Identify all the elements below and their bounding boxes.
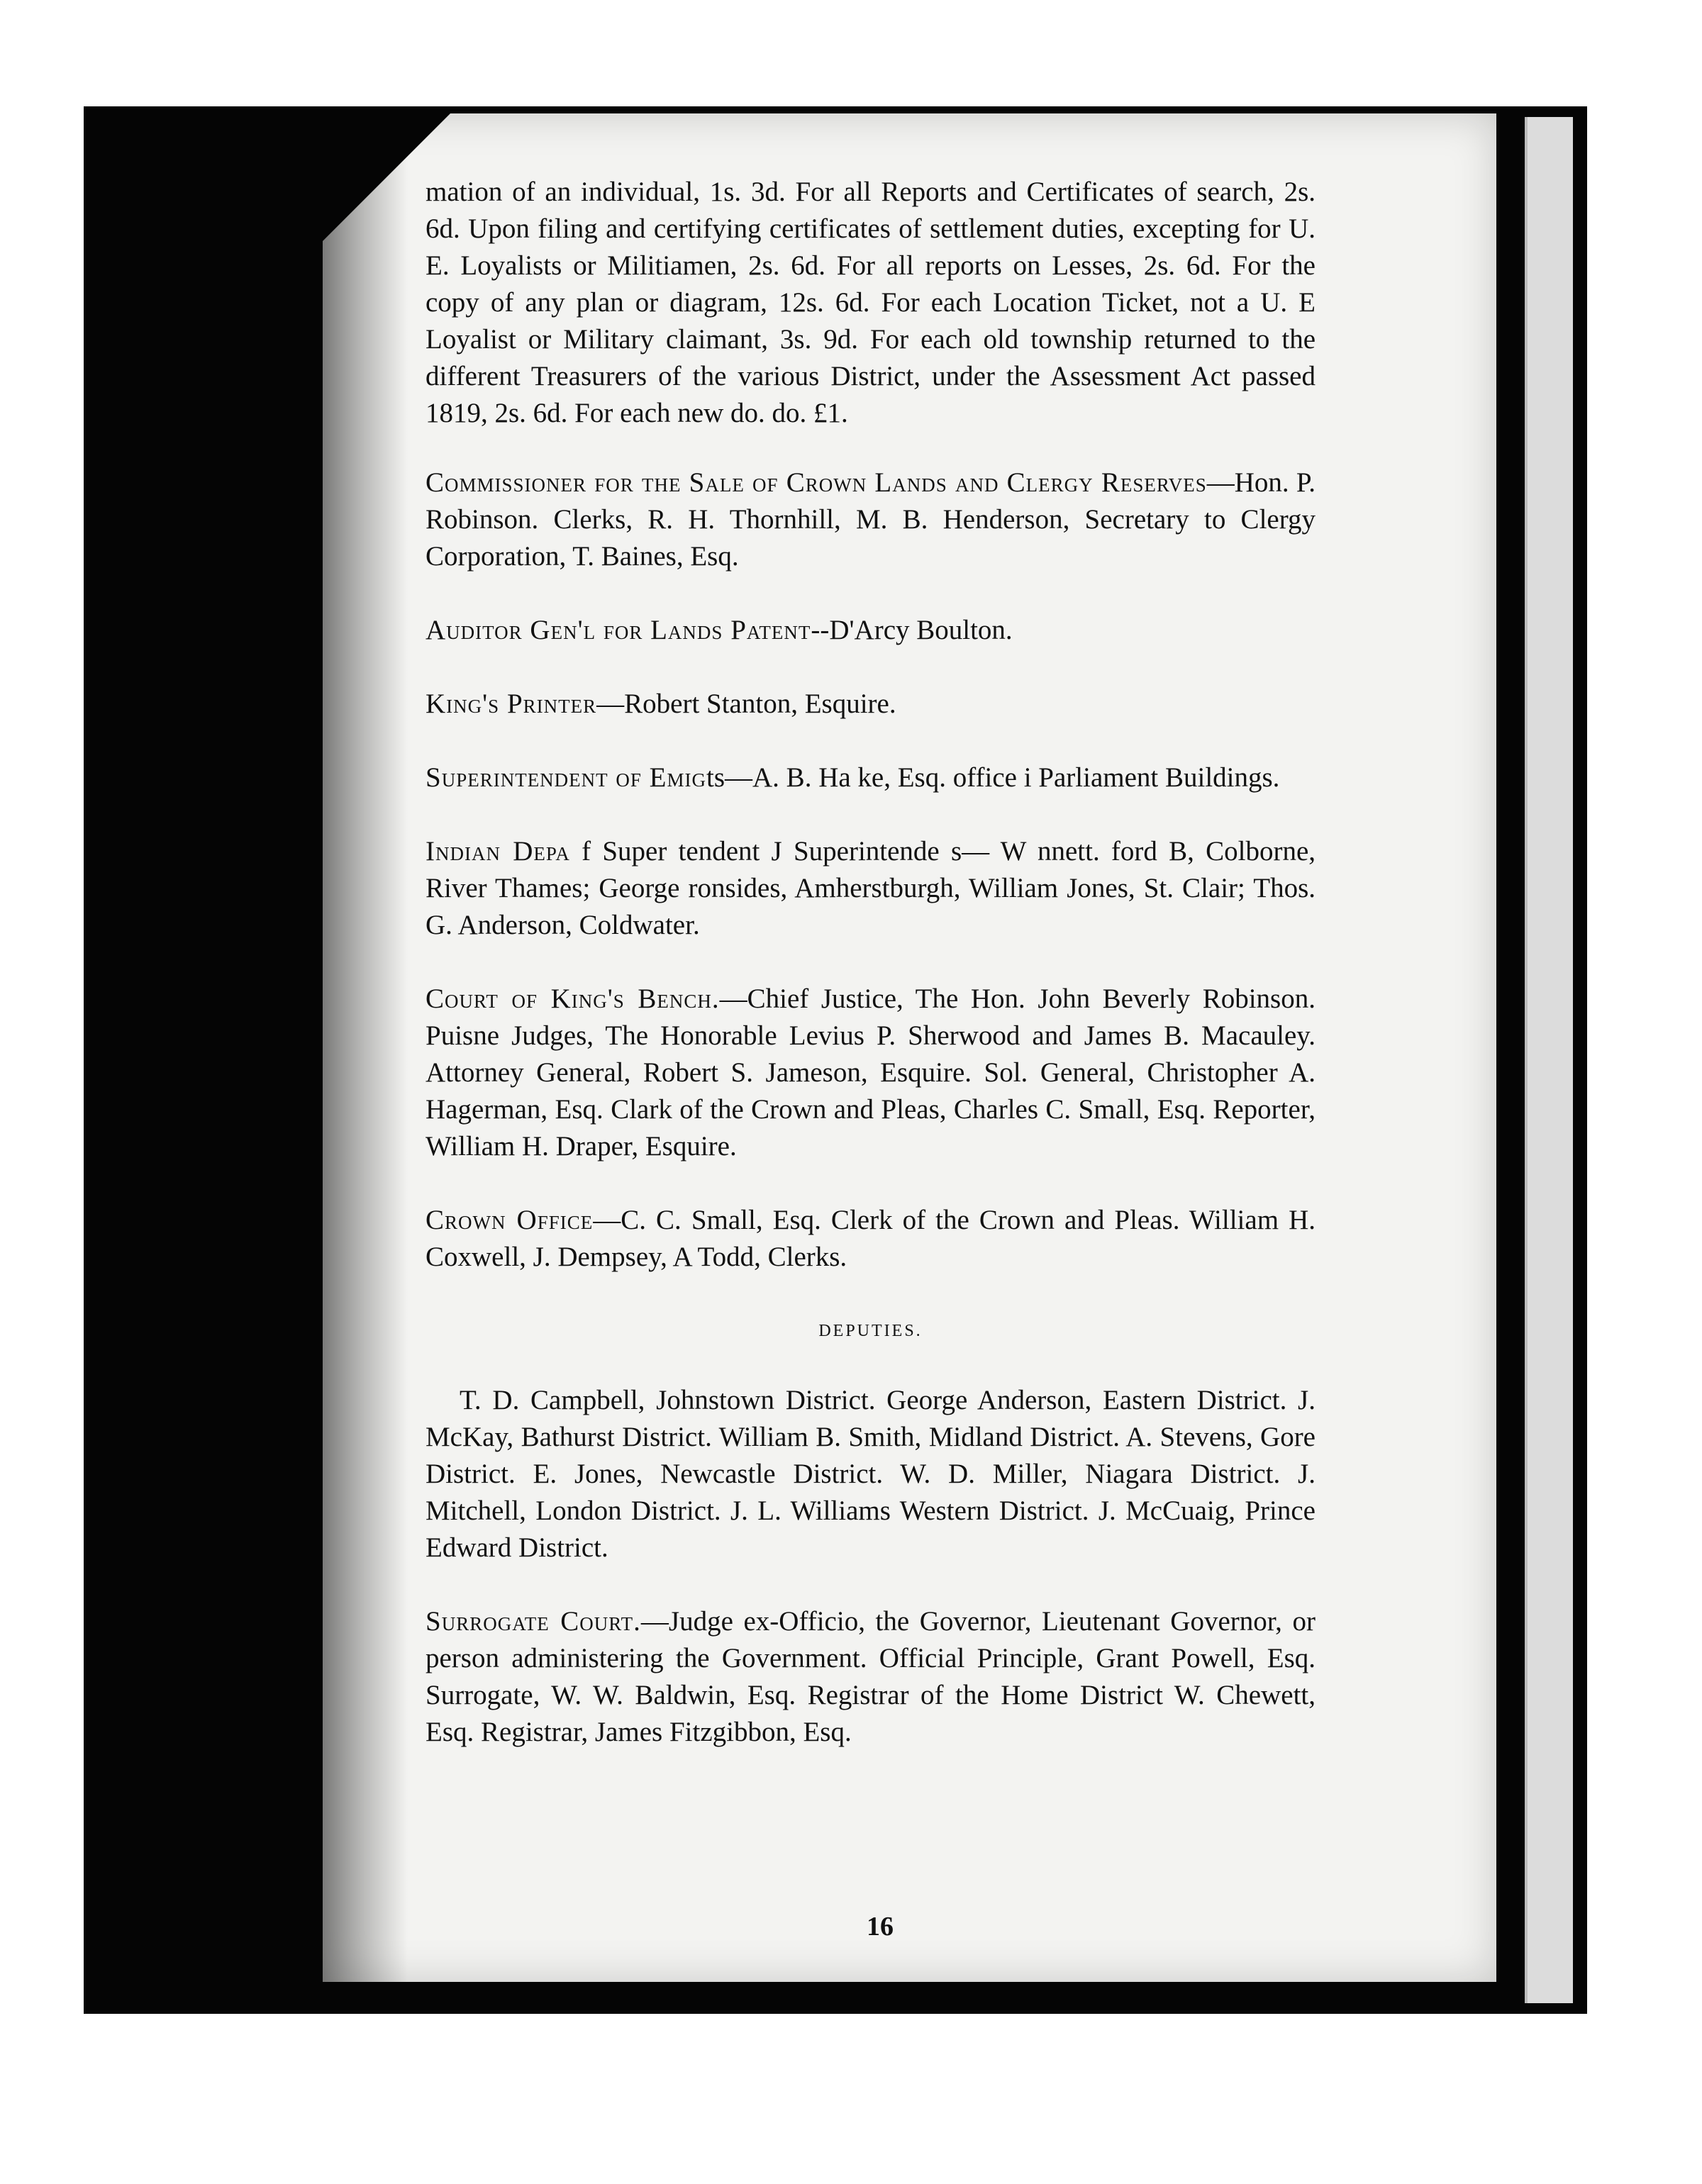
fees-paragraph: mation of an individual, 1s. 3d. For all Reports and Certificates of search, 2s. 6d. Upon filing and certifying certificates of settlement duties, excepting for U. E. Loyalists or Militiamen, 2s. 6d. For all reports on Lesses, 2s. 6d. For the copy of any plan or diagram, 12s. 6d. For each Location Ticket, not a U. E Loyalist or Military claimant, 3s. 9d. For each old township returned to the different Treasurers of the various District, under the Assessment Act passed 1819, 2s. 6d. For each new do. do. £1.: [425, 177, 1316, 428]
adjacent-page-edge: [1525, 117, 1573, 2003]
crown-office-paragraph: [425, 1202, 1316, 1276]
kings-bench-text: —Chief Justice, The Hon. John Beverly Robinson. Puisne Judges, The Honorable Levius P. Sherwood and James B. Macauley. Attorney General, Robert S. Jameson, Esquire. Sol. General, Christopher A. Hagerman, Esq. Clark of the Crown and Pleas, Charles C. Small, Esq. Reporter, William H. Draper, Esquire.: [425, 984, 1316, 1161]
kings-bench-heading: Court of King's Bench.: [425, 984, 720, 1014]
emigrants-heading: Superintendent of Emig: [425, 762, 706, 793]
printer-paragraph: [425, 686, 1316, 723]
printer-text: —Robert Stanton, Esquire.: [596, 689, 896, 719]
crown-office-text: —C. C. Small, Esq. Clerk of the Crown and Pleas. William H. Coxwell, J. Dempsey, A Todd, Clerks.: [425, 1205, 1316, 1272]
emigrants-paragraph: [425, 759, 1316, 796]
indian-heading: Indian Depa: [425, 836, 570, 867]
auditor-heading: Auditor Gen'l for Lands Patent: [425, 615, 811, 645]
deputies-paragraph: T. D. Campbell, Johnstown District. George Anderson, Eastern District. J. McKay, Bathurst District. William B. Smith, Midland District. A. Stevens, Gore District. E. Jones, Newcastle District. W. D. Miller, Niagara District. J. Mitchell, London District. J. L. Williams Western District. J. McCuaig, Prince Edward District.: [425, 1385, 1316, 1563]
surrogate-heading: Surrogate Court.: [425, 1606, 641, 1637]
page-number: 16: [867, 1912, 894, 1941]
printer-heading: King's Printer: [425, 689, 597, 719]
indian-paragraph: [425, 833, 1316, 944]
indian-text: f Super tendent J Superintende s— W nnett. ford B, Colborne, River Thames; George ronsides, Amherstburgh, William Jones, St. Clair; Thos. G. Anderson, Coldwater.: [425, 836, 1316, 940]
page-text: [425, 174, 1316, 1788]
commissioner-paragraph: [425, 464, 1316, 575]
surrogate-paragraph: [425, 1603, 1316, 1751]
auditor-paragraph: [425, 612, 1316, 649]
surrogate-text: —Judge ex-Officio, the Governor, Lieutenant Governor, or person administering the Government. Official Principle, Grant Powell, Esq. Surrogate, W. W. Baldwin, Esq. Registrar of the Home District W. Chewett, Esq. Registrar, James Fitzgibbon, Esq.: [425, 1606, 1316, 1747]
emigrants-text: ts—A. B. Ha ke, Esq. office i Parliament Buildings.: [706, 762, 1280, 793]
deputies-heading: DEPUTIES.: [818, 1322, 923, 1340]
commissioner-heading: Commissioner for the Sale of Crown Lands and Clergy Reserves: [425, 467, 1207, 498]
kings-bench-paragraph: [425, 981, 1316, 1165]
commissioner-text: —Hon. P. Robinson. Clerks, R. H. Thornhill, M. B. Henderson, Secretary to Clergy Corporation, T. Baines, Esq.: [425, 467, 1316, 572]
crown-office-heading: Crown Office: [425, 1205, 594, 1235]
auditor-text: --D'Arcy Boulton.: [811, 615, 1013, 645]
